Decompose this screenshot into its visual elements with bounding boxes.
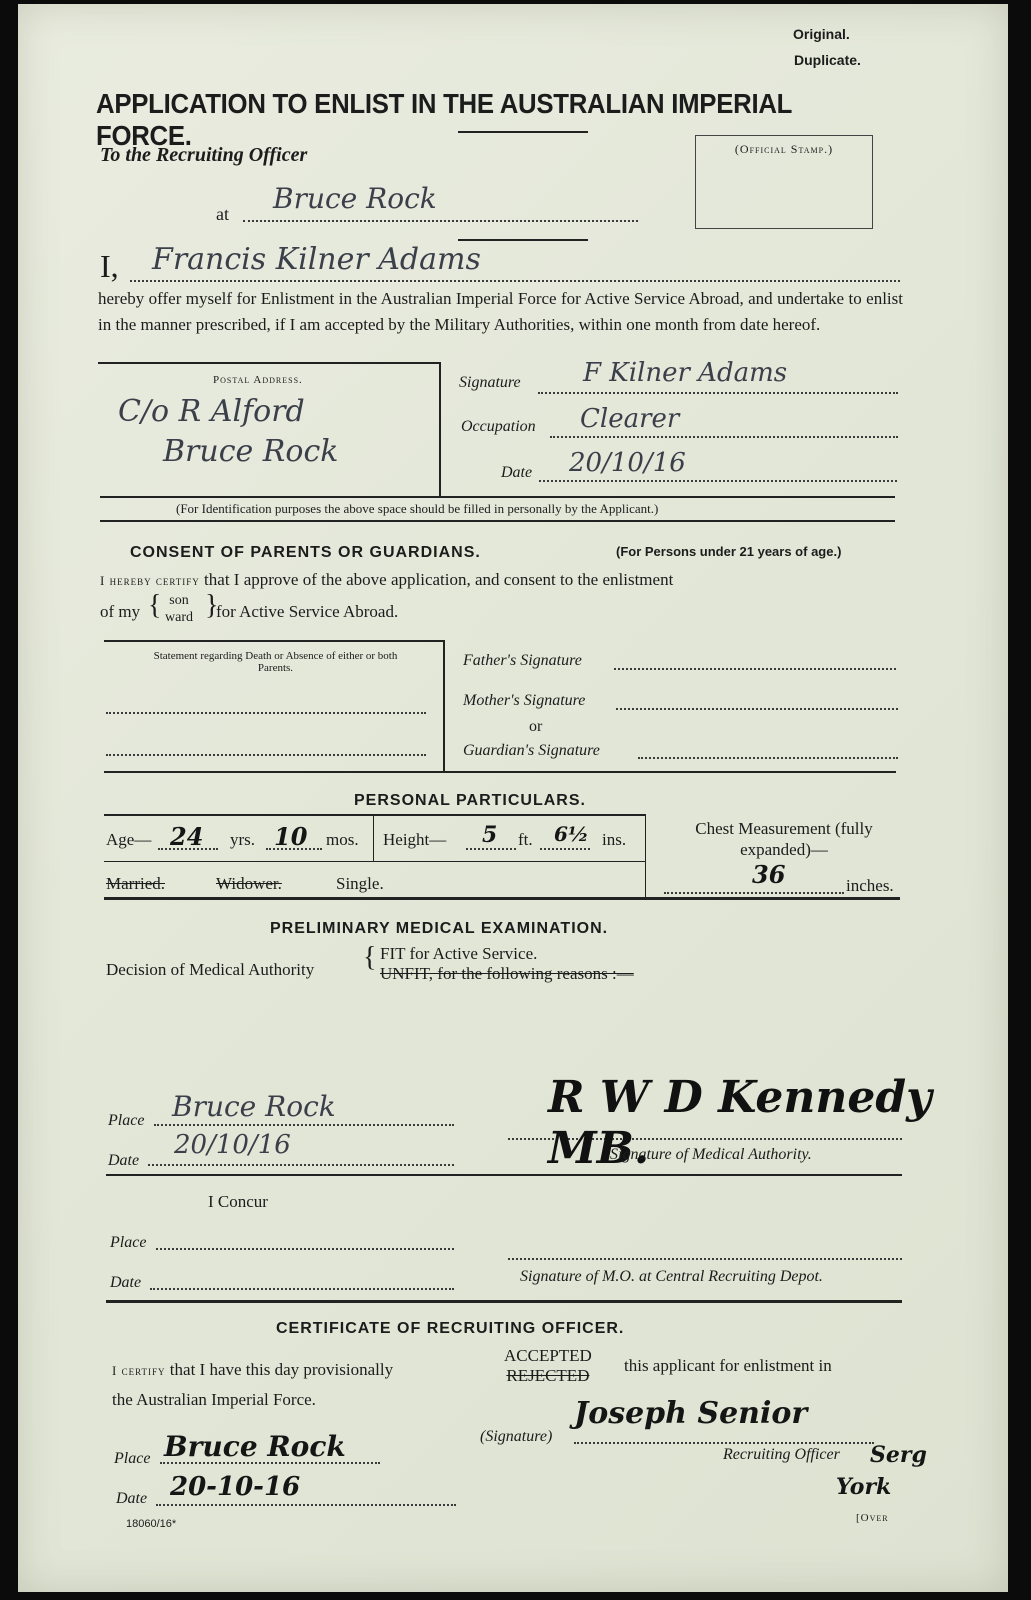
certificate-place-value: Bruce Rock — [164, 1430, 346, 1463]
age-label: Age— — [106, 830, 152, 849]
divider — [104, 814, 646, 816]
ft-label: ft. — [518, 830, 533, 849]
recruiting-officer-label: Recruiting Officer — [723, 1446, 840, 1463]
son-option: son — [169, 593, 189, 608]
divider — [439, 362, 441, 496]
concur-date-field — [150, 1278, 454, 1290]
statement-line-2 — [106, 744, 426, 756]
certificate-place-label: Place — [114, 1450, 151, 1467]
divider — [106, 1300, 902, 1303]
over-label: [Over — [856, 1512, 889, 1524]
certificate-certify-text: that I have this day provisionally — [169, 1360, 394, 1379]
date-field — [539, 448, 897, 482]
official-stamp-box — [695, 135, 873, 229]
accepted-rejected-options — [504, 1346, 592, 1386]
height-ft: 5 — [482, 822, 498, 848]
divider — [104, 897, 900, 900]
consent-age-note: (For Persons under 21 years of age.) — [616, 544, 842, 559]
form-title: APPLICATION TO ENLIST IN THE AUSTRALIAN IMPERIAL FORCE. — [96, 88, 792, 151]
signature-field — [538, 358, 898, 394]
certificate-heading: CERTIFICATE OF RECRUITING OFFICER. — [276, 1320, 625, 1337]
divider — [104, 861, 646, 862]
certificate-date-value: 20-10-16 — [170, 1472, 301, 1502]
single-option: Single. — [336, 874, 384, 893]
original-label: Original. — [793, 26, 850, 42]
age-months-field — [266, 822, 322, 851]
mother-signature-field — [616, 698, 898, 710]
i-label: I, — [100, 248, 119, 284]
recruiting-signature: Joseph Senior — [574, 1396, 808, 1431]
official-stamp-label: (Official Stamp.) — [734, 142, 834, 156]
ma-signature: R W D Kennedy MB. — [548, 1072, 932, 1174]
chest-label: Chest Measurement (fully expanded)— — [695, 819, 873, 859]
certify-caps: I hereby certify — [100, 573, 200, 588]
divider — [100, 496, 895, 498]
postal-line-2: Bruce Rock — [163, 434, 339, 469]
yrs-label: yrs. — [230, 830, 256, 849]
at-field — [243, 182, 638, 222]
at-value: Bruce Rock — [273, 182, 437, 215]
york-annotation: York — [836, 1474, 892, 1500]
applicant-name: Francis Kilner Adams — [152, 242, 481, 277]
certificate-place-field — [160, 1430, 380, 1464]
certificate-aif: the Australian Imperial Force. — [112, 1390, 316, 1409]
age-years-field — [158, 822, 218, 851]
concur-place-label: Place — [110, 1234, 147, 1251]
divider — [645, 814, 646, 898]
statement-label: Statement regarding Death or Absence of either or both Parents. — [153, 650, 398, 674]
divider — [98, 362, 440, 364]
document-page — [18, 4, 1008, 1592]
age-months: 10 — [274, 822, 308, 851]
divider — [106, 1174, 902, 1176]
ins-label: ins. — [602, 830, 627, 849]
married-option: Married. — [106, 874, 166, 893]
certificate-rest: this applicant for enlistment in — [624, 1356, 832, 1375]
consent-certify-line — [100, 570, 900, 590]
medical-heading: PRELIMINARY MEDICAL EXAMINATION. — [270, 920, 609, 937]
recruiting-signature-label: (Signature) — [480, 1428, 553, 1445]
occupation-label: Occupation — [461, 418, 536, 435]
form-number: 18060/16* — [126, 1518, 177, 1530]
occupation-field — [550, 404, 898, 438]
accepted-option: ACCEPTED — [504, 1346, 592, 1365]
medical-date-label: Date — [108, 1152, 140, 1169]
applicant-date: 20/10/16 — [569, 448, 686, 478]
medical-place-value: Bruce Rock — [172, 1090, 336, 1123]
divider — [100, 520, 895, 522]
divider — [443, 640, 445, 772]
concur-place-field — [156, 1238, 454, 1250]
left-brace: { — [148, 590, 162, 621]
inches-label: inches. — [846, 876, 894, 895]
identification-note: (For Identification purposes the above space should be filled in personally by the Applicant.) — [176, 501, 659, 516]
right-brace: } — [205, 590, 219, 621]
decision-label: Decision of Medical Authority — [106, 960, 315, 979]
height-ft-field — [466, 822, 516, 850]
postal-line-1: C/o R Alford — [118, 394, 305, 429]
divider — [458, 131, 588, 133]
height-ins-field — [540, 822, 590, 850]
ma-signature-label: Signature of Medical Authority. — [610, 1146, 812, 1163]
name-field — [130, 242, 900, 282]
chest-field — [664, 860, 844, 894]
of-my-label: of my — [100, 602, 141, 621]
certificate-certify-line — [112, 1360, 393, 1380]
consent-heading: CONSENT OF PARENTS OR GUARDIANS. — [130, 544, 481, 561]
postal-address-label: Postal Address. — [213, 374, 303, 386]
certify-text: that I approve of the above application, and consent to the enlistment — [204, 570, 674, 589]
recruiting-signature-line — [574, 1432, 874, 1444]
fit-option: FIT for Active Service. — [380, 944, 538, 963]
son-ward-options — [165, 592, 193, 626]
mo-signature-line — [508, 1248, 902, 1260]
concur-label: I Concur — [208, 1192, 268, 1211]
concur-date-label: Date — [110, 1274, 142, 1291]
divider — [104, 771, 896, 773]
height-ins: 6½ — [554, 822, 589, 846]
divider — [104, 640, 444, 642]
medical-date-value: 20/10/16 — [174, 1130, 291, 1160]
divider — [458, 239, 588, 241]
father-signature-label: Father's Signature — [463, 652, 582, 669]
offer-text: hereby offer myself for Enlistment in the Australian Imperial Force for Active Service Abroad, and undertake to enlist in the manner prescribed, if I am accepted by the Military Authorities, within one month from date hereof. — [98, 289, 903, 334]
chest-value: 36 — [752, 860, 786, 889]
or-label: or — [529, 718, 543, 735]
decision-options — [380, 944, 634, 984]
medical-place-field — [154, 1090, 454, 1126]
guardian-signature-field — [638, 747, 898, 759]
mo-signature-label: Signature of M.O. at Central Recruiting Depot. — [520, 1268, 823, 1285]
unfit-option: UNFIT, for the following reasons :— — [380, 964, 634, 983]
father-signature-field — [614, 658, 896, 670]
for-active-service: for Active Service Abroad. — [216, 602, 399, 621]
guardian-signature-label: Guardian's Signature — [463, 742, 600, 759]
height-label: Height— — [383, 830, 447, 849]
decision-brace: { — [363, 942, 377, 973]
applicant-signature: F Kilner Adams — [583, 358, 788, 388]
age-years: 24 — [170, 822, 204, 851]
at-label: at — [216, 204, 229, 224]
ward-option: ward — [165, 610, 193, 625]
certificate-date-field — [156, 1472, 456, 1506]
certificate-certify-caps: I certify — [112, 1363, 166, 1378]
mos-label: mos. — [326, 830, 359, 849]
occupation-value: Clearer — [580, 404, 680, 434]
widower-option: Widower. — [216, 874, 282, 893]
signature-label: Signature — [459, 374, 521, 391]
medical-date-field — [148, 1130, 454, 1166]
certificate-date-label: Date — [116, 1490, 148, 1507]
mother-signature-label: Mother's Signature — [463, 692, 586, 709]
particulars-heading: PERSONAL PARTICULARS. — [354, 792, 586, 809]
medical-place-label: Place — [108, 1112, 145, 1129]
serg-annotation: Serg — [870, 1442, 927, 1468]
to-recruiting-officer: To the Recruiting Officer — [100, 144, 308, 166]
statement-line-1 — [106, 702, 426, 714]
duplicate-label: Duplicate. — [794, 52, 861, 68]
divider — [373, 814, 374, 862]
rejected-option: REJECTED — [506, 1366, 590, 1385]
date-label: Date — [501, 464, 533, 481]
